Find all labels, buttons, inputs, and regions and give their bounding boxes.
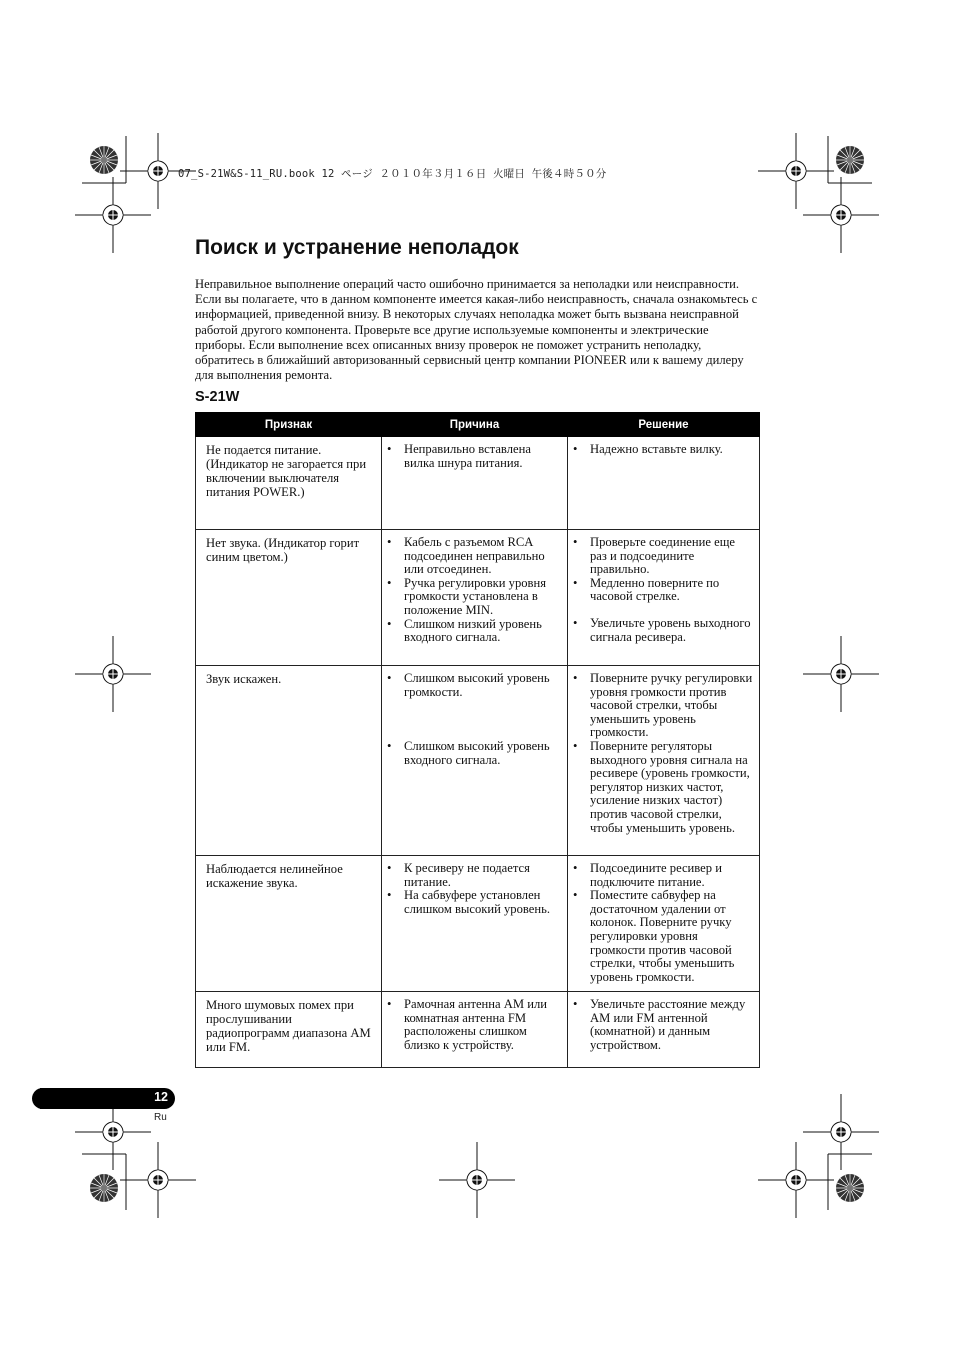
page-number-badge — [40, 1088, 175, 1109]
table-header-row — [196, 413, 760, 437]
solution-item: • Увеличьте расстояние между AM или FM антенной (комнатной) и данным устройством. — [578, 998, 753, 1052]
troubleshooting-table — [195, 412, 760, 1068]
page-title: Поиск и устранение неполадок — [195, 236, 519, 259]
cause-cell — [382, 437, 568, 530]
cause-item: • Слишком низкий уровень входного сигнала. — [392, 618, 561, 645]
cause-cell — [382, 856, 568, 992]
solution-item: • Поверните регуляторы выходного уровня сигнала на ресивере (уровень громкости, регулятор низких частот, усиление низких частот) против часовой стрелки, чтобы уменьшить уровень. — [578, 740, 753, 835]
cause-item: • Слишком высокий уровень входного сигнала. — [392, 740, 561, 767]
solution-cell — [568, 992, 760, 1068]
cause-cell — [382, 666, 568, 856]
reg-mark-mid-left — [75, 636, 151, 712]
symptom-cell: Нет звука. (Индикатор горит синим цветом.) — [196, 530, 382, 666]
cause-item: • На сабвуфере установлен слишком высокий уровень. — [392, 889, 561, 916]
intro-paragraph: Неправильное выполнение операций часто ошибочно принимается за неполадки или неисправности. Если вы полагаете, что в данном компоненте имеется какая-либо неисправность, сначала ознакомьтесь с информацией, приведенной внизу. В некоторых случаях неполадка может быть вызвана неисправной работой другого компонента. Проверьте все другие используемые компоненты и электрические приборы. Если выполнение всех описанных внизу проверок не поможет устранить неполадку, обратитесь в ближайший авторизованный сервисный центр компании PIONEER или к вашему дилеру для выполнения ремонта. — [195, 277, 758, 383]
solution-item: • Надежно вставьте вилку. — [578, 443, 753, 457]
cause-item: • Ручка регулировки уровня громкости установлена в положение MIN. — [392, 577, 561, 618]
solution-cell — [568, 437, 760, 530]
table-row — [196, 856, 760, 992]
crop-mark-top-right — [758, 133, 879, 253]
symptom-cell: Не подается питание. (Индикатор не загорается при включении выключателя питания POWER.) — [196, 437, 382, 530]
solution-item: • Увеличьте уровень выходного сигнала ресивера. — [578, 617, 753, 644]
header-symptom: Признак — [196, 413, 382, 437]
solution-item: • Медленно поверните по часовой стрелке. — [578, 577, 753, 604]
solution-item: • Поместите сабвуфер на достаточном удалении от колонок. Поверните ручку регулировки уровня громкости против часовой стрелки, чтобы уменьшить уровень громкости. — [578, 889, 753, 984]
book-file-line: 07_S-21W&S-11_RU.book 12 ページ ２０１０年３月１６日 火曜日 午後４時５０分 — [178, 168, 607, 180]
crop-mark-bottom-right — [758, 1094, 879, 1218]
model-heading: S-21W — [195, 389, 240, 405]
table-row — [196, 666, 760, 856]
cause-item: • Кабель с разъемом RCA подсоединен неправильно или отсоединен. — [392, 536, 561, 577]
reg-mark-mid-right — [803, 636, 879, 712]
cause-item: • Неправильно вставлена вилка шнура питания. — [392, 443, 561, 470]
solution-item: • Подсоедините ресивер и подключите питание. — [578, 862, 753, 889]
reg-mark-bottom-center — [439, 1142, 515, 1218]
cause-cell — [382, 992, 568, 1068]
solution-cell — [568, 530, 760, 666]
symptom-cell: Наблюдается нелинейное искажение звука. — [196, 856, 382, 992]
solution-item: • Проверьте соединение еще раз и подсоедините правильно. — [578, 536, 753, 577]
crop-mark-top-left — [75, 133, 196, 253]
header-solution: Решение — [568, 413, 760, 437]
symptom-cell: Много шумовых помех при прослушивании радиопрограмм диапазона AM или FM. — [196, 992, 382, 1068]
symptom-cell: Звук искажен. — [196, 666, 382, 856]
header-cause: Причина — [382, 413, 568, 437]
cause-cell — [382, 530, 568, 666]
solution-item: • Поверните ручку регулировки уровня громкости против часовой стрелки, чтобы уменьшить уровень громкости. — [578, 672, 753, 740]
solution-cell — [568, 666, 760, 856]
table-row — [196, 437, 760, 530]
crop-mark-bottom-left — [75, 1094, 196, 1218]
cause-item: • К ресиверу не подается питание. — [392, 862, 561, 889]
table-row — [196, 530, 760, 666]
language-code: Ru — [154, 1112, 167, 1123]
cause-item: • Слишком высокий уровень громкости. — [392, 672, 561, 699]
page-number: 12 — [154, 1090, 168, 1104]
table-row — [196, 992, 760, 1068]
cause-item: • Рамочная антенна AM или комнатная антенна FM расположены слишком близко к устройству. — [392, 998, 561, 1052]
solution-cell — [568, 856, 760, 992]
